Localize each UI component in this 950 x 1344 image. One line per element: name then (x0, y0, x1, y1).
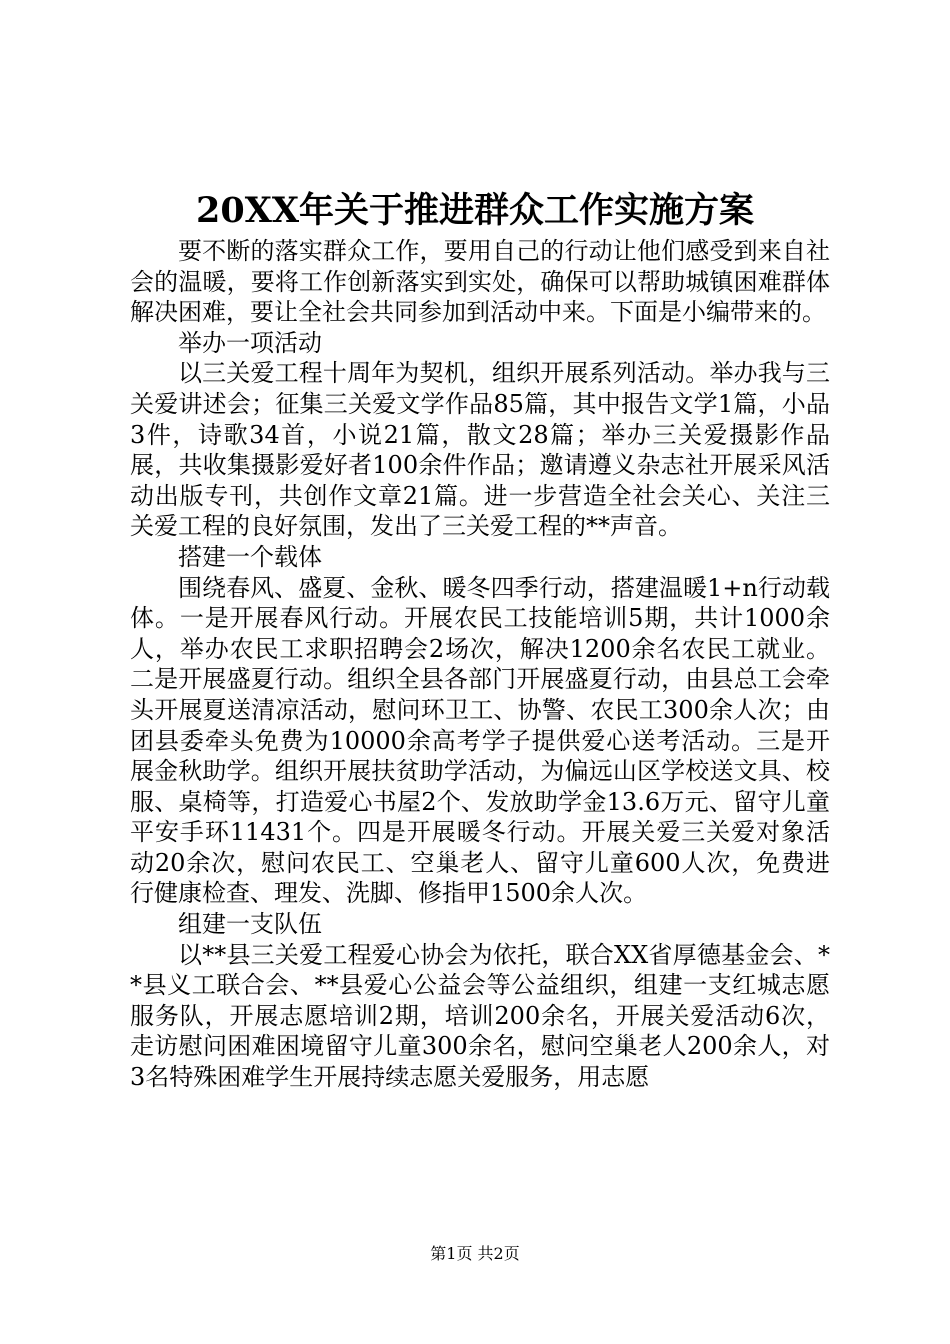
section-heading-team: 组建一支队伍 (178, 910, 322, 939)
document-body (130, 236, 830, 1093)
team-paragraph: 以**县三关爱工程爱心协会为依托，联合XX省厚德基金会、**县义工联合会、**县爱心公益会等公益组织，组建一支红城志愿服务队，开展志愿培训2期，培训200余名，开展关爱活动6次，走访慰问困难困境留守儿童300余名，慰问空巢老人200余人，对3名特殊困难学生开展持续志愿关爱服务，用志愿 (130, 940, 830, 1092)
page-footer: 第1页 共2页 (430, 1244, 520, 1263)
section-heading-activity: 举办一项活动 (178, 328, 322, 357)
document-title: 20XX年关于推进群众工作实施方案 (195, 190, 755, 231)
activity-paragraph: 以三关爱工程十周年为契机，组织开展系列活动。举办我与三关爱讲述会；征集三关爱文学作品85篇，其中报告文学1篇，小品3件，诗歌34首，小说21篇，散文28篇；举办三关爱摄影作品展，共收集摄影爱好者100余件作品；邀请遵义杂志社开展采风活动出版专刊，共创作文章21篇。进一步营造全社会关心、关注三关爱工程的良好氛围，发出了三关爱工程的**声音。 (130, 359, 830, 541)
carrier-paragraph: 围绕春风、盛夏、金秋、暖冬四季行动，搭建温暖1+n行动载体。一是开展春风行动。开展农民工技能培训5期，共计1000余人，举办农民工求职招聘会2场次，解决1200余名农民工就业。二是开展盛夏行动。组织全县各部门开展盛夏行动，由县总工会牵头开展夏送清凉活动，慰问环卫工、协警、农民工300余人次；由团县委牵头免费为10000余高考学子提供爱心送考活动。三是开展金秋助学。组织开展扶贫助学活动，为偏远山区学校送文具、校服、桌椅等，打造爱心书屋2个、发放助学金13.6万元、留守儿童平安手环11431个。四是开展暖冬行动。开展关爱三关爱对象活动20余次，慰问农民工、空巢老人、留守儿童600人次，免费进行健康检查、理发、洗脚、修指甲1500余人次。 (130, 573, 830, 908)
section-heading-carrier: 搭建一个载体 (178, 542, 322, 571)
intro-paragraph: 要不断的落实群众工作，要用自己的行动让他们感受到来自社会的温暖，要将工作创新落实到实处，确保可以帮助城镇困难群体解决困难，要让全社会共同参加到活动中来。下面是小编带来的。 (130, 237, 830, 327)
